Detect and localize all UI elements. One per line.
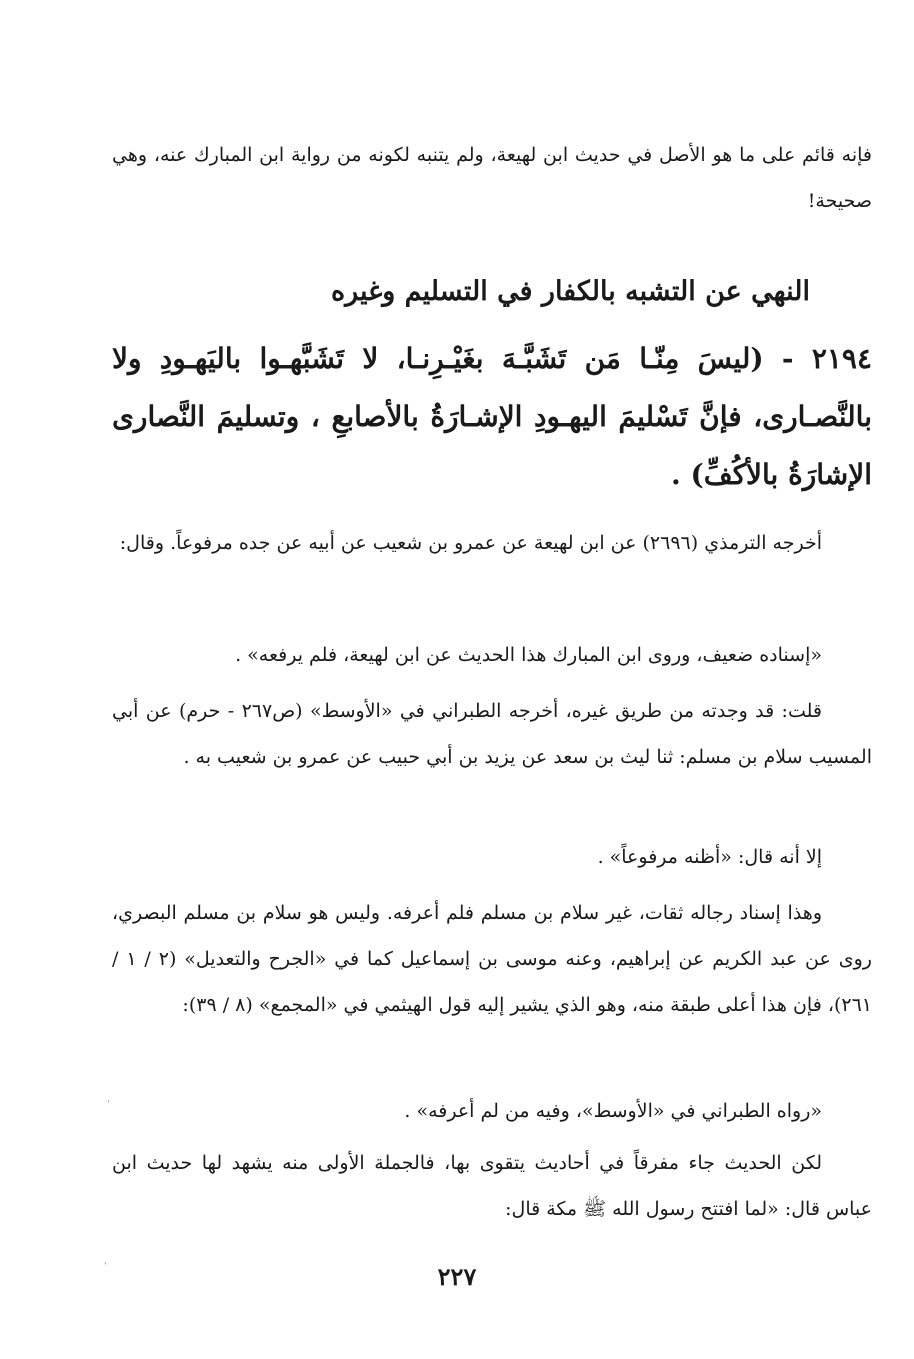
quote-tirmidhi: «إسناده ضعيف، وروى ابن المبارك هذا الحديث عن ابن لهيعة، فلم يرفعه» . — [235, 644, 822, 666]
paragraph-lakin: لكن الحديث جاء مفرقاً في أحاديث يتقوى بها، فالجملة الأولى منه يشهد لها حديث ابن عباس قال: «لما افتتح رسول الله ﷺ مكة قال: — [112, 1152, 872, 1220]
paragraph-isnad: وهذا إسناد رجاله ثقات، غير سلام بن مسلم فلم أعرفه. وليس هو سلام بن مسلم البصري، روى عن عبد الكريم عن إبراهيم، وعنه موسى بن إسماعيل كما في «الجرح والتعديل» (٢ / ١ / ٢٦١)، فإن هذا أعلى طبقة منه، وهو الذي يشير إليه قول الهيثمي في «المجمع» (٨ / ٣٩): — [112, 902, 872, 1016]
margin-speck: ˈ — [104, 1262, 107, 1273]
paragraph-continuation: فإنه قائم على ما هو الأصل في حديث ابن لهيعة، ولم يتنبه لكونه من رواية ابن المبارك عنه، وهي صحيحة! — [112, 144, 872, 212]
margin-speck: ˈ — [107, 1100, 110, 1111]
page-number: ٢٢٧ — [437, 1262, 477, 1291]
section-heading: النهي عن التشبه بالكفار في التسليم وغيره — [330, 276, 810, 307]
paragraph-illa: إلا أنه قال: «أظنه مرفوعاً» . — [597, 846, 822, 868]
hadith-text: ٢١٩٤ - (ليسَ مِنّـا مَن تَشَبَّـهَ بغَيْـرِنـا، لا تَشَبَّهـوا باليَهـودِ ولا بالنَّصـارى، فإنَّ تَسْليمَ اليهـودِ الإشـارَةُ بالأصابعِ ، وتسليمَ النَّصارى الإشارَةُ بالأكُفِّ) . — [112, 342, 872, 491]
quote-haythami: «رواه الطبراني في «الأوسط»، وفيه من لم أعرفه» . — [404, 1100, 822, 1122]
paragraph-takhrij: أخرجه الترمذي (٢٦٩٦) عن ابن لهيعة عن عمرو بن شعيب عن أبيه عن جده مرفوعاً. وقال: — [119, 532, 822, 554]
paragraph-qultu: قلت: قد وجدته من طريق غيره، أخرجه الطبراني في «الأوسط» (ص٢٦٧ - حرم) عن أبي المسيب سلام بن مسلم: ثنا ليث بن سعد عن يزيد بن أبي حبيب عن عمرو بن شعيب به . — [112, 700, 872, 768]
